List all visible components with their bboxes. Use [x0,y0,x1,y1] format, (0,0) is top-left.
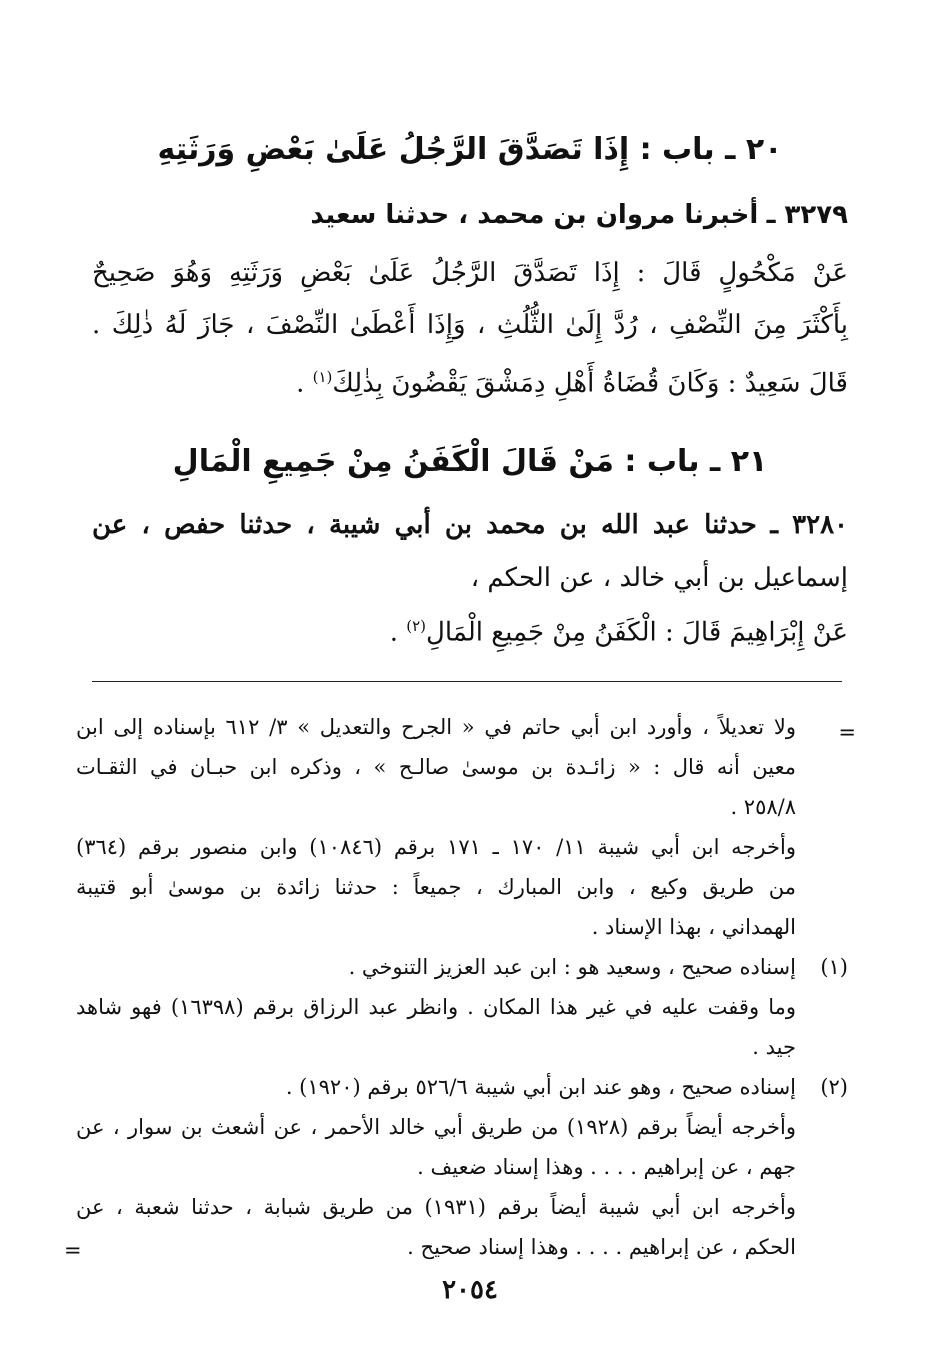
hadith-isnad: حدثنا عبد الله بن محمد بن أبي شيبة ، حدثنا حفص ، عن [92,510,757,540]
hadith-3280-matn: عَنْ إِبْرَاهِيمَ قَالَ : الْكَفَنُ مِنْ جَمِيعِ الْمَالِ$^{(٢)}$ . [389,617,848,648]
hadith-3279-matn-line-2: بِأَكْثَرَ مِنَ النِّصْفِ ، رُدَّ إِلَىٰ الثُّلُثِ ، وَإِذَا أَعْطَىٰ النِّصْفَ ، جَازَ لَهُ ذٰلِكَ . [92,310,848,340]
footnote-ref-2: (٢) [406,617,426,635]
footnote-continuation-line-3: ٢٥٨/٨ . [730,795,796,819]
continuation-mark: = [838,720,856,744]
hadith-3279-matn-line-3: قَالَ سَعِيدٌ : وَكَانَ قُضَاةُ أَهْلِ دِمَشْقَ يَقْضُونَ بِذٰلِكَ$^{(١)}$ . [296,368,848,399]
footnote-1-line-3: جيد . [752,1035,796,1059]
matn-text: عَنْ إِبْرَاهِيمَ قَالَ : الْكَفَنُ مِنْ جَمِيعِ الْمَالِ [426,617,848,648]
hadith-3279-matn-line-1: عَنْ مَكْحُولٍ قَالَ : إِذَا تَصَدَّقَ الرَّجُلُ عَلَىٰ بَعْضِ وَرَثَتِهِ وَهُوَ صَحِيحٌ [92,258,848,288]
footnote-2-line-4: وأخرجه ابن أبي شيبة أيضاً برقم (١٩٣١) من طريق شبابة ، حدثنا شعبة ، عن [76,1195,797,1219]
page-number: ٢٠٥٤ [442,1275,498,1305]
matn-text: قَالَ سَعِيدٌ : وَكَانَ قُضَاةُ أَهْلِ دِمَشْقَ يَقْضُونَ بِذٰلِكَ [332,368,848,399]
footnote-2-line-2: وأخرجه أيضاً برقم (١٩٢٨) من طريق أبي خالد الأحمر ، عن أشعث بن سوار ، عن [76,1115,796,1139]
next-page-mark: = [64,1238,82,1262]
footnote-1-line-1: إسناده صحيح ، وسعيد هو : ابن عبد العزيز التنوخي . [348,955,796,979]
hadith-number: ٣٢٨٠ ـ [770,510,849,540]
footnote-continuation-line-5: من طريق وكيع ، وابن المبارك ، جميعاً : حدثنا زائدة بن موسىٰ أبو قتيبة [76,875,796,899]
footnote-continuation-line-2: معين أنه قال : « زائـدة بن موسىٰ صالـح » ، وذكره ابن حبـان في الثقـات [76,755,796,779]
footnote-continuation-line-6: الهمداني ، بهذا الإسناد . [591,915,796,939]
footnote-separator [92,681,842,682]
hadith-3280-isnad-line-2: إسماعيل بن أبي خالد ، عن الحكم ، [470,563,848,593]
footnote-number-1: (١) [820,955,848,979]
hadith-number: ٣٢٧٩ ـ [766,200,848,230]
footnote-continuation-line-1: ولا تعديلاً ، وأورد ابن أبي حاتم في « الجرح والتعديل » ٣/ ٦١٢ بإسناده إلى ابن [76,715,796,739]
hadith-isnad: أخبرنا مروان بن محمد ، حدثنا سعيد [310,200,759,230]
chapter-heading-20: ٢٠ ـ باب : إِذَا تَصَدَّقَ الرَّجُلُ عَلَىٰ بَعْضِ وَرَثَتِهِ [157,132,783,167]
footnote-2-line-5: الحكم ، عن إبراهيم . . . . وهذا إسناد صحيح . [407,1235,796,1259]
footnote-1-line-2: وما وقفت عليه في غير هذا المكان . وانظر عبد الرزاق برقم (١٦٣٩٨) فهو شاهد [76,995,796,1019]
footnote-2-line-1: إسناده صحيح ، وهو عند ابن أبي شيبة ٥٢٦/٦ برقم (١٩٢٠) . [285,1075,796,1099]
footnote-number-2: (٢) [820,1075,848,1099]
footnote-ref-1: (١) [312,368,333,386]
hadith-3280-isnad-line-1 [92,510,848,540]
footnote-2-line-3: جهم ، عن إبراهيم . . . . وهذا إسناد ضعيف . [417,1155,796,1179]
chapter-heading-21: ٢١ ـ باب : مَنْ قَالَ الْكَفَنُ مِنْ جَمِيعِ الْمَالِ [172,444,768,479]
hadith-3279-isnad [310,200,848,230]
footnote-continuation-line-4: وأخرجه ابن أبي شيبة ١١/ ١٧٠ ـ ١٧١ برقم (١٠٨٤٦) وابن منصور برقم (٣٦٤) [76,835,796,859]
